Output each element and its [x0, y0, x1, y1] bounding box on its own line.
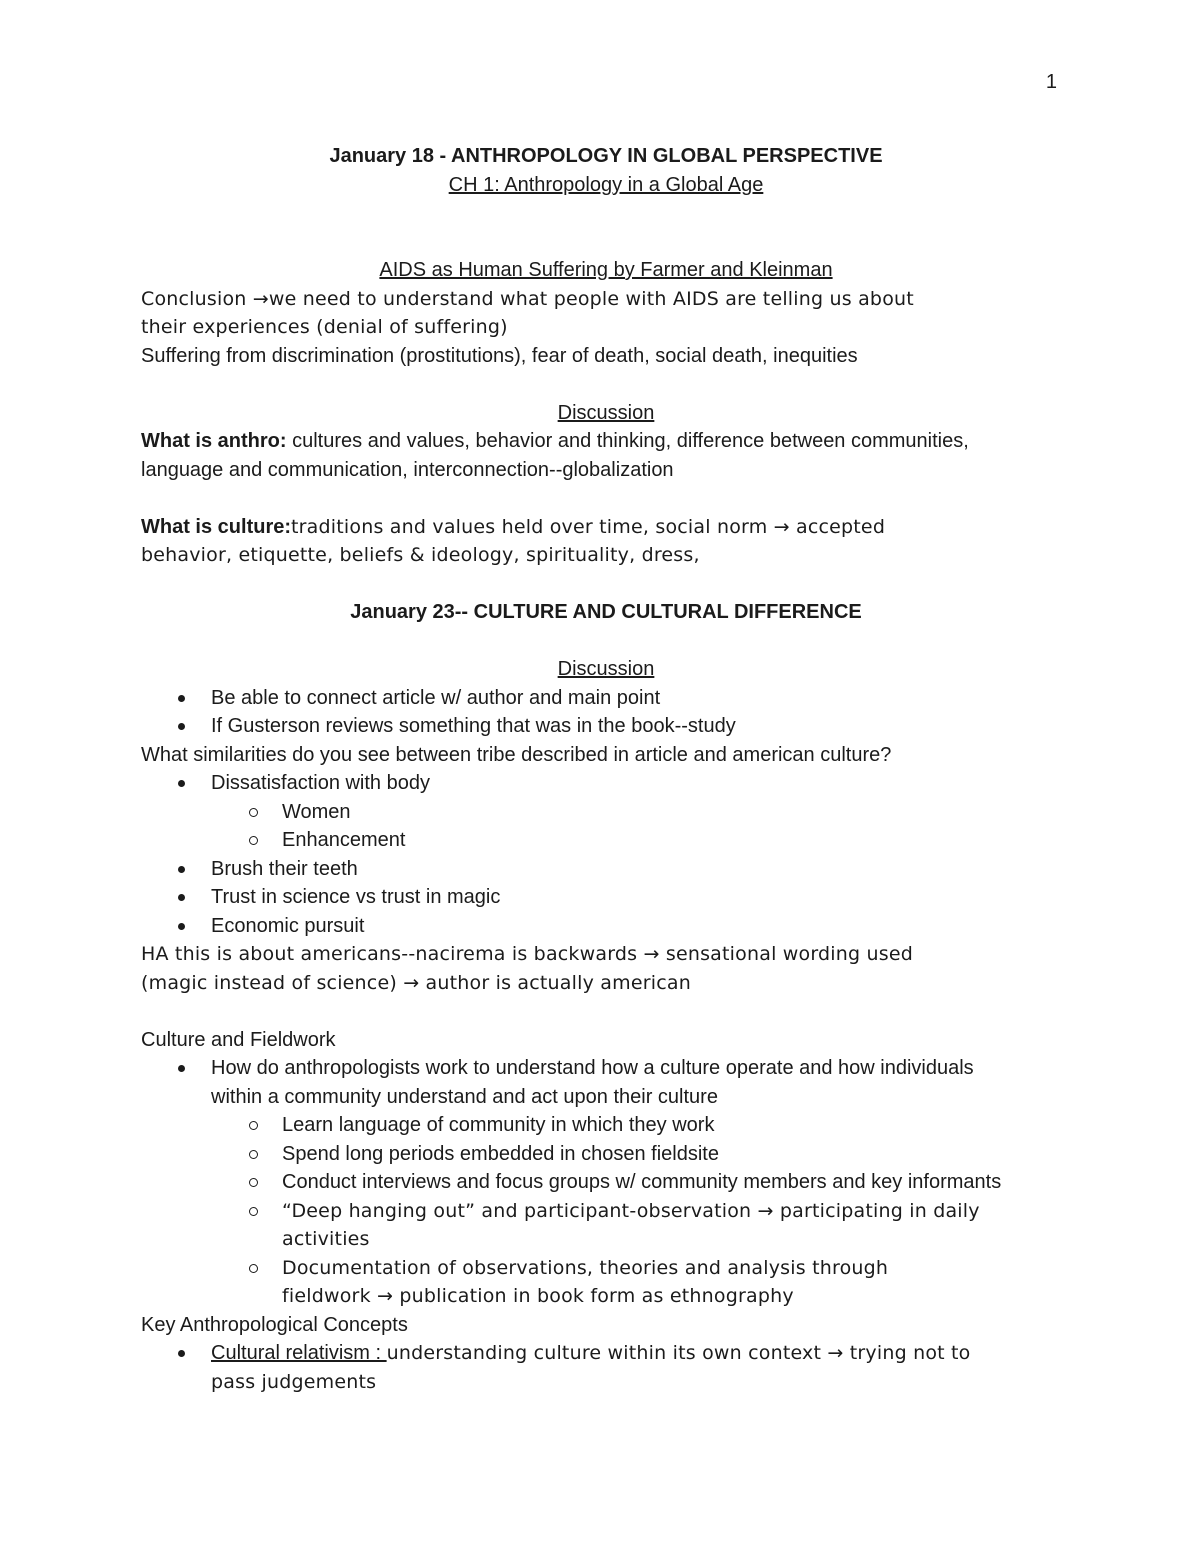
list-item: [141, 1339, 1071, 1396]
cultural-relativism-label: Cultural relativism :: [211, 1342, 387, 1364]
sub-list-item: Learn language of community in which they work: [141, 1111, 1071, 1140]
sub-list-item: Enhancement: [141, 826, 1071, 855]
section-title-jan23: January 23-- CULTURE AND CULTURAL DIFFERENCE: [350, 601, 862, 623]
section-title-jan18: January 18 - ANTHROPOLOGY IN GLOBAL PERSPECTIVE: [329, 145, 883, 167]
fieldwork-heading: Culture and Fieldwork: [141, 1028, 336, 1051]
fieldwork-question-line-1: How do anthropologists work to understand how a culture operate and how individuals: [211, 1057, 974, 1079]
conclusion-line-1: Conclusion →we need to understand what people with AIDS are telling us about: [141, 287, 914, 310]
aids-reading-heading: AIDS as Human Suffering by Farmer and Kleinman: [379, 259, 833, 281]
fieldwork-question-line-2: within a community understand and act upon their culture: [211, 1085, 718, 1108]
discussion-bullet-list: [141, 684, 1071, 741]
similarities-list: [141, 769, 1071, 940]
list-item: Dissatisfaction with body: [141, 769, 1071, 798]
suffering-line: Suffering from discrimination (prostitutions), fear of death, social death, inequities: [141, 344, 858, 367]
nacirema-line-1: HA this is about americans--nacirema is backwards → sensational wording used: [141, 943, 913, 965]
what-is-anthro-line-1: [141, 427, 1071, 456]
cultural-relativism-text: understanding culture within its own context → trying not to: [386, 1342, 971, 1364]
list-item: Be able to connect article w/ author and main point: [141, 684, 1071, 713]
sub-list-item: Women: [141, 798, 1071, 827]
documentation-line-1: Documentation of observations, theories and analysis through: [282, 1256, 889, 1279]
notes-content: [141, 142, 1071, 1396]
deep-hanging-out-line-1: “Deep hanging out” and participant-observation → participating in daily: [282, 1199, 980, 1222]
list-item: [141, 1054, 1071, 1111]
what-is-anthro-text: cultures and values, behavior and thinking, difference between communities,: [286, 430, 969, 452]
what-is-anthro-line-2: language and communication, interconnection--globalization: [141, 458, 674, 481]
deep-hanging-out-line-2: activities: [282, 1228, 370, 1250]
what-is-anthro-label: What is anthro:: [141, 430, 287, 452]
key-concepts-list: [141, 1339, 1071, 1396]
nacirema-line-2: (magic instead of science) → author is actually american: [141, 971, 691, 994]
sub-list-item: [141, 1197, 1071, 1254]
sub-list-item: Spend long periods embedded in chosen fieldsite: [141, 1140, 1071, 1169]
cultural-relativism-text-2: pass judgements: [211, 1370, 377, 1393]
list-item: If Gusterson reviews something that was in the book--study: [141, 712, 1071, 741]
page-number: 1: [1045, 71, 1057, 93]
list-item: Economic pursuit: [141, 912, 1071, 941]
list-item: Trust in science vs trust in magic: [141, 883, 1071, 912]
what-is-culture-text: traditions and values held over time, social norm → accepted: [291, 515, 886, 538]
what-is-culture-line-2: behavior, etiquette, beliefs & ideology, spirituality, dress,: [141, 544, 700, 566]
chapter-heading: CH 1: Anthropology in a Global Age: [448, 173, 764, 196]
key-concepts-heading: Key Anthropological Concepts: [141, 1313, 408, 1336]
discussion-heading-2: Discussion: [557, 658, 655, 680]
sub-list-item: [141, 1254, 1071, 1311]
similarities-question: What similarities do you see between tribe described in article and american culture?: [141, 743, 892, 766]
conclusion-line-2: their experiences (denial of suffering): [141, 316, 508, 338]
fieldwork-list: [141, 1054, 1071, 1311]
list-item: Brush their teeth: [141, 855, 1071, 884]
documentation-line-2: fieldwork → publication in book form as ethnography: [282, 1285, 794, 1307]
what-is-culture-label: What is culture:: [141, 515, 292, 538]
what-is-culture-line-1: [141, 513, 1071, 542]
discussion-heading-1: Discussion: [557, 401, 655, 424]
sub-list-item: Conduct interviews and focus groups w/ community members and key informants: [141, 1168, 1071, 1197]
